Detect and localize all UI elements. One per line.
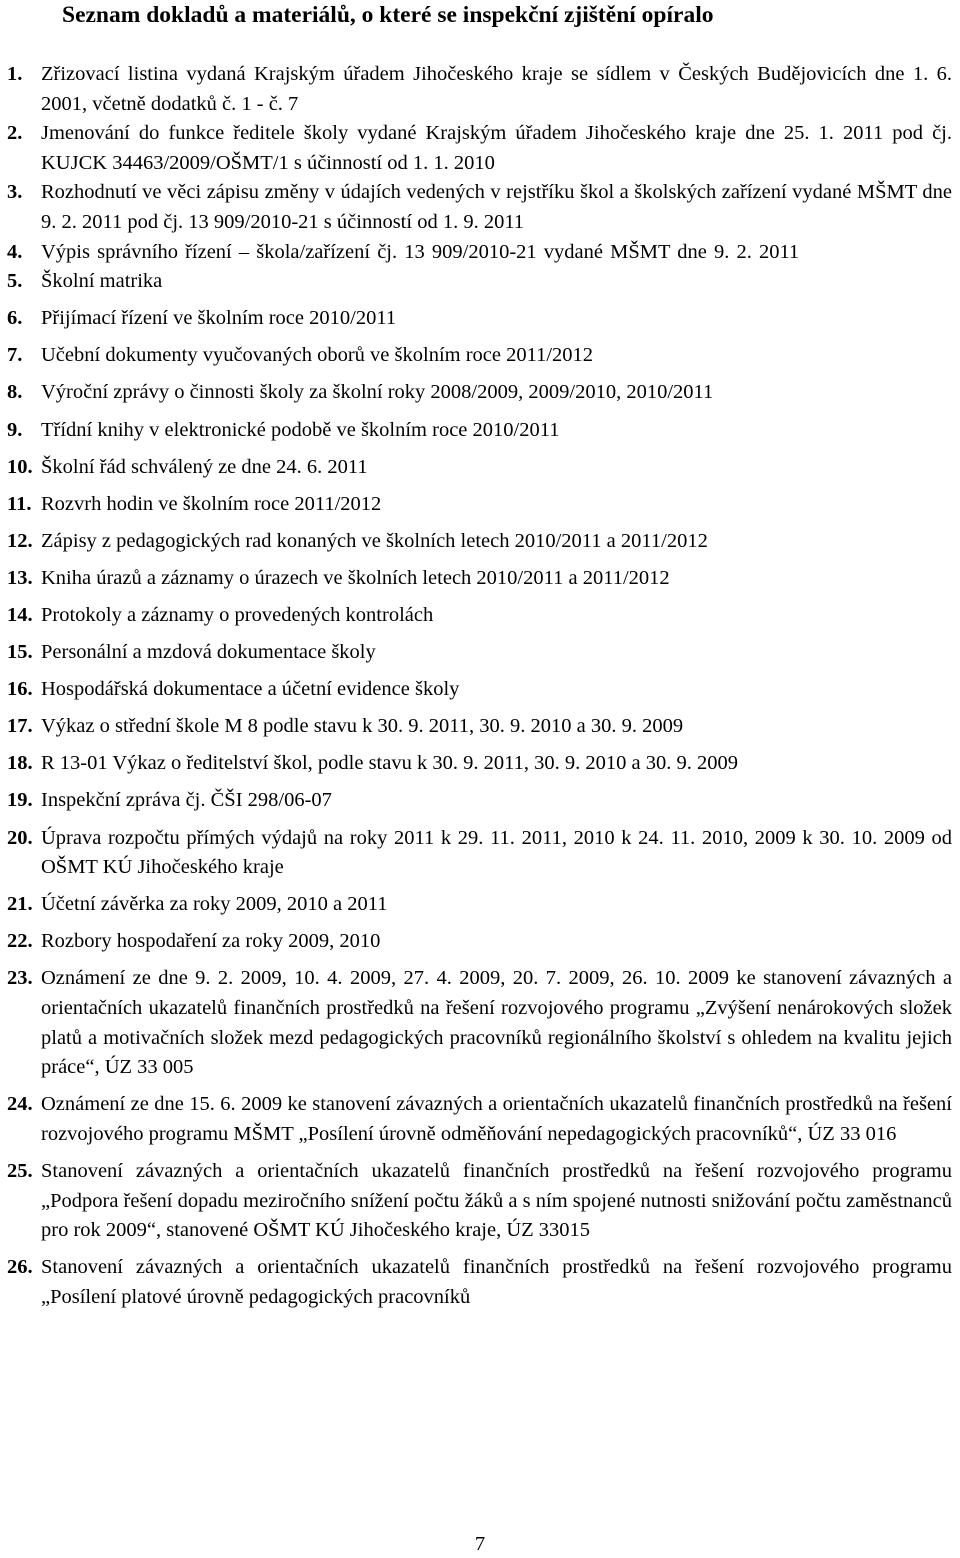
list-item	[0, 119, 960, 178]
list-item	[0, 490, 960, 520]
list-item-number: 12.	[7, 529, 33, 552]
list-item-text: Výpis správního řízení – škola/zařízení čj. 13 909/2010-21 vydané MŠMT dne 9. 2. 2011	[41, 240, 800, 263]
list-item	[0, 1090, 960, 1149]
list-item-number: 2.	[7, 122, 23, 145]
list-item	[0, 712, 960, 742]
list-item-text: Školní řád schválený ze dne 24. 6. 2011	[41, 455, 368, 478]
list-item-number: 11.	[7, 492, 32, 515]
list-item-text: Inspekční zpráva čj. ČŠI 298/06-07	[41, 789, 332, 812]
list-item	[0, 927, 960, 957]
list-item	[0, 527, 960, 557]
list-item-text: Rozbory hospodaření za roky 2009, 2010	[41, 930, 381, 953]
list-item	[0, 304, 960, 334]
list-item	[0, 1157, 960, 1246]
list-item-number: 15.	[7, 641, 33, 664]
list-item-number: 4.	[7, 240, 23, 263]
list-item-number: 13.	[7, 566, 33, 589]
list-item	[0, 341, 960, 371]
list-item	[0, 601, 960, 631]
list-item	[0, 890, 960, 920]
list-item	[0, 60, 960, 119]
list-item	[0, 416, 960, 446]
document-list	[0, 60, 960, 1312]
list-item	[0, 378, 960, 408]
list-item-text: Třídní knihy v elektronické podobě ve školním roce 2010/2011	[41, 418, 560, 441]
list-item-number: 22.	[7, 930, 33, 953]
list-item-number: 21.	[7, 893, 33, 916]
list-item-text: Výroční zprávy o činnosti školy za školní roky 2008/2009, 2009/2010, 2010/2011	[41, 381, 714, 404]
list-item-number: 26.	[7, 1256, 33, 1279]
list-item	[0, 824, 960, 883]
list-item-text: Učební dokumenty vyučovaných oborů ve školním roce 2011/2012	[41, 344, 594, 367]
list-item-text: Stanovení závazných a orientačních ukazatelů finančních prostředků na řešení rozvojového programu „Podpora řešení dopadu meziročního snížení počtu žáků a s ním spojené nutnosti snižování počtu zaměstnanců pro rok 2009“, stanovené OŠMT KÚ Jihočeského kraje, ÚZ 33015	[41, 1160, 952, 1242]
list-item	[0, 786, 960, 816]
list-item-text: Personální a mzdová dokumentace školy	[41, 641, 376, 664]
list-item-number: 25.	[7, 1160, 33, 1182]
list-item-text: Zřizovací listina vydaná Krajským úřadem Jihočeského kraje se sídlem v Českých Budějovicích dne 1. 6. 2001, včetně dodatků č. 1 - č. 7	[41, 63, 952, 115]
list-item-text: Výkaz o střední škole M 8 podle stavu k 30. 9. 2011, 30. 9. 2010 a 30. 9. 2009	[41, 715, 684, 738]
page-number: 7	[474, 1533, 486, 1555]
list-item	[0, 564, 960, 594]
list-item-number: 1.	[7, 63, 23, 85]
list-item-text: Hospodářská dokumentace a účetní evidence školy	[41, 678, 460, 701]
list-item	[0, 1253, 960, 1312]
list-item-number: 23.	[7, 967, 33, 990]
list-item-number: 5.	[7, 270, 23, 293]
list-item-number: 10.	[7, 455, 33, 478]
list-item-text: R 13-01 Výkaz o ředitelství škol, podle stavu k 30. 9. 2011, 30. 9. 2010 a 30. 9. 2009	[41, 752, 738, 775]
list-item-text: Stanovení závazných a orientačních ukazatelů finančních prostředků na řešení rozvojového programu „Posílení platové úrovně pedagogických pracovníků	[41, 1256, 952, 1308]
list-item	[0, 238, 960, 268]
list-item	[0, 675, 960, 705]
list-item-number: 8.	[7, 381, 23, 404]
list-item-text: Účetní závěrka za roky 2009, 2010 a 2011	[41, 893, 388, 916]
list-item-text: Školní matrika	[41, 270, 163, 293]
list-item-number: 3.	[7, 181, 23, 204]
list-item-text: Rozvrh hodin ve školním roce 2011/2012	[41, 492, 382, 515]
list-item-text: Oznámení ze dne 9. 2. 2009, 10. 4. 2009, 27. 4. 2009, 20. 7. 2009, 26. 10. 2009 ke stanovení závazných a orientačních ukazatelů finančních prostředků na řešení rozvojového programu „Zvýšení nenárokových složek platů a motivačních složek mezd pedagogických pracovníků regionálního školství s ohledem na kvalitu jejich práce“, ÚZ 33 005	[41, 967, 952, 1079]
list-item-number: 16.	[7, 678, 33, 701]
list-item-text: Zápisy z pedagogických rad konaných ve školních letech 2010/2011 a 2011/2012	[41, 529, 708, 552]
list-item-number: 6.	[7, 307, 23, 330]
list-item-text: Protokoly a záznamy o provedených kontrolách	[41, 604, 434, 626]
list-item	[0, 749, 960, 779]
list-item	[0, 638, 960, 668]
list-item-number: 17.	[7, 715, 33, 738]
list-item	[0, 964, 960, 1082]
list-item-text: Oznámení ze dne 15. 6. 2009 ke stanovení závazných a orientačních ukazatelů finančních prostředků na řešení rozvojového programu MŠMT „Posílení úrovně odměňování nepedagogických pracovníků“, ÚZ 33 016	[41, 1093, 952, 1145]
list-item-text: Úprava rozpočtu přímých výdajů na roky 2011 k 29. 11. 2011, 2010 k 24. 11. 2010, 2009 k 30. 10. 2009 od OŠMT KÚ Jihočeského kraje	[41, 826, 952, 879]
list-item-text: Kniha úrazů a záznamy o úrazech ve školních letech 2010/2011 a 2011/2012	[41, 566, 670, 589]
list-item-number: 24.	[7, 1093, 33, 1116]
list-item-text: Rozhodnutí ve věci zápisu změny v údajích vedených v rejstříku škol a školských zařízení vydané MŠMT dne 9. 2. 2011 pod čj. 13 909/2010-21 s účinností od 1. 9. 2011	[41, 181, 952, 233]
list-item	[0, 267, 960, 297]
list-item-text: Jmenování do funkce ředitele školy vydané Krajským úřadem Jihočeského kraje dne 25. 1. 2011 pod čj. KUJCK 34463/2009/OŠMT/1 s účinností od 1. 1. 2010	[41, 122, 952, 174]
list-item-number: 14.	[7, 604, 33, 626]
list-item-number: 20.	[7, 826, 33, 849]
list-item-number: 7.	[7, 344, 23, 367]
list-item-number: 18.	[7, 752, 33, 775]
list-item-number: 9.	[7, 418, 23, 441]
list-item-text: Přijímací řízení ve školním roce 2010/2011	[41, 307, 397, 330]
document-heading: Seznam dokladů a materiálů, o které se inspekční zjištění opíralo	[62, 2, 714, 28]
list-item-number: 19.	[7, 789, 33, 812]
list-item	[0, 453, 960, 483]
list-item	[0, 178, 960, 237]
